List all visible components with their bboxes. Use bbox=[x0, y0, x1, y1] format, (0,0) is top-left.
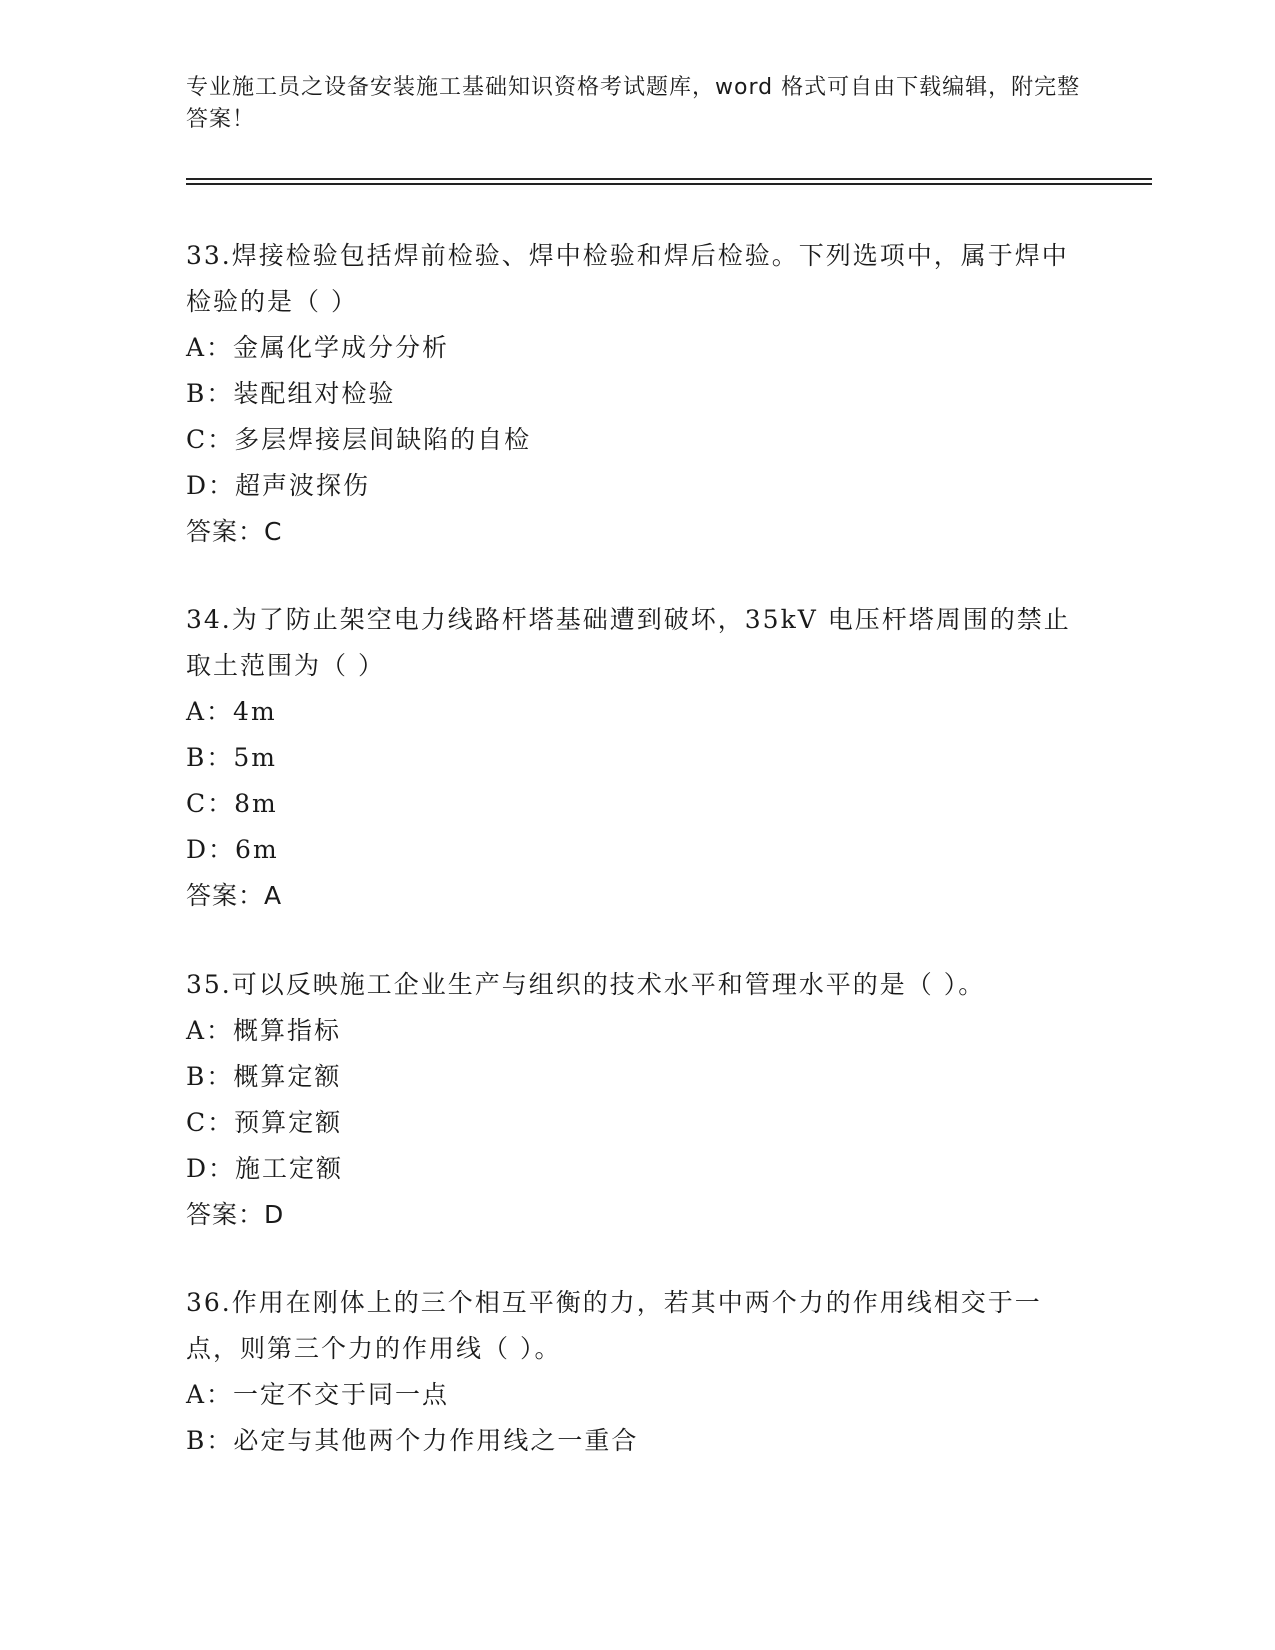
question-stem: 34.为了防止架空电力线路杆塔基础遭到破坏，35kV 电压杆塔周围的禁止取土范围为（ ） bbox=[186, 605, 1071, 680]
option-a: A：一定不交于同一点 bbox=[186, 1380, 450, 1409]
option-d: D：超声波探伤 bbox=[186, 471, 371, 500]
question-36 bbox=[186, 1280, 1086, 1464]
option-b: B：必定与其他两个力作用线之一重合 bbox=[186, 1426, 639, 1455]
option-a: A：概算指标 bbox=[186, 1016, 342, 1045]
answer-line: 答案：A bbox=[186, 881, 283, 910]
option-b: B：装配组对检验 bbox=[186, 379, 396, 408]
question-stem: 33.焊接检验包括焊前检验、焊中检验和焊后检验。下列选项中，属于焊中检验的是（ ） bbox=[186, 241, 1069, 316]
option-d: D：施工定额 bbox=[186, 1154, 344, 1183]
option-c: C：8m bbox=[186, 789, 278, 818]
option-a: A：金属化学成分分析 bbox=[186, 333, 450, 362]
question-35 bbox=[186, 962, 1086, 1238]
header-divider-top bbox=[186, 178, 1152, 180]
option-c: C：多层焊接层间缺陷的自检 bbox=[186, 425, 532, 454]
header-divider-bottom bbox=[186, 183, 1152, 185]
option-b: B：概算定额 bbox=[186, 1062, 342, 1091]
question-stem: 35.可以反映施工企业生产与组织的技术水平和管理水平的是（ ）。 bbox=[186, 970, 986, 999]
option-b: B：5m bbox=[186, 743, 277, 772]
question-34 bbox=[186, 597, 1086, 919]
option-d: D：6m bbox=[186, 835, 279, 864]
option-c: C：预算定额 bbox=[186, 1108, 343, 1137]
question-33 bbox=[186, 233, 1086, 555]
answer-line: 答案：D bbox=[186, 1200, 285, 1229]
option-a: A：4m bbox=[186, 697, 277, 726]
document-header: 专业施工员之设备安装施工基础知识资格考试题库，word 格式可自由下载编辑，附完整答案！ bbox=[186, 75, 1081, 132]
answer-line: 答案：C bbox=[186, 517, 283, 546]
question-stem: 36.作用在刚体上的三个相互平衡的力，若其中两个力的作用线相交于一点，则第三个力的作用线（ ）。 bbox=[186, 1288, 1042, 1363]
